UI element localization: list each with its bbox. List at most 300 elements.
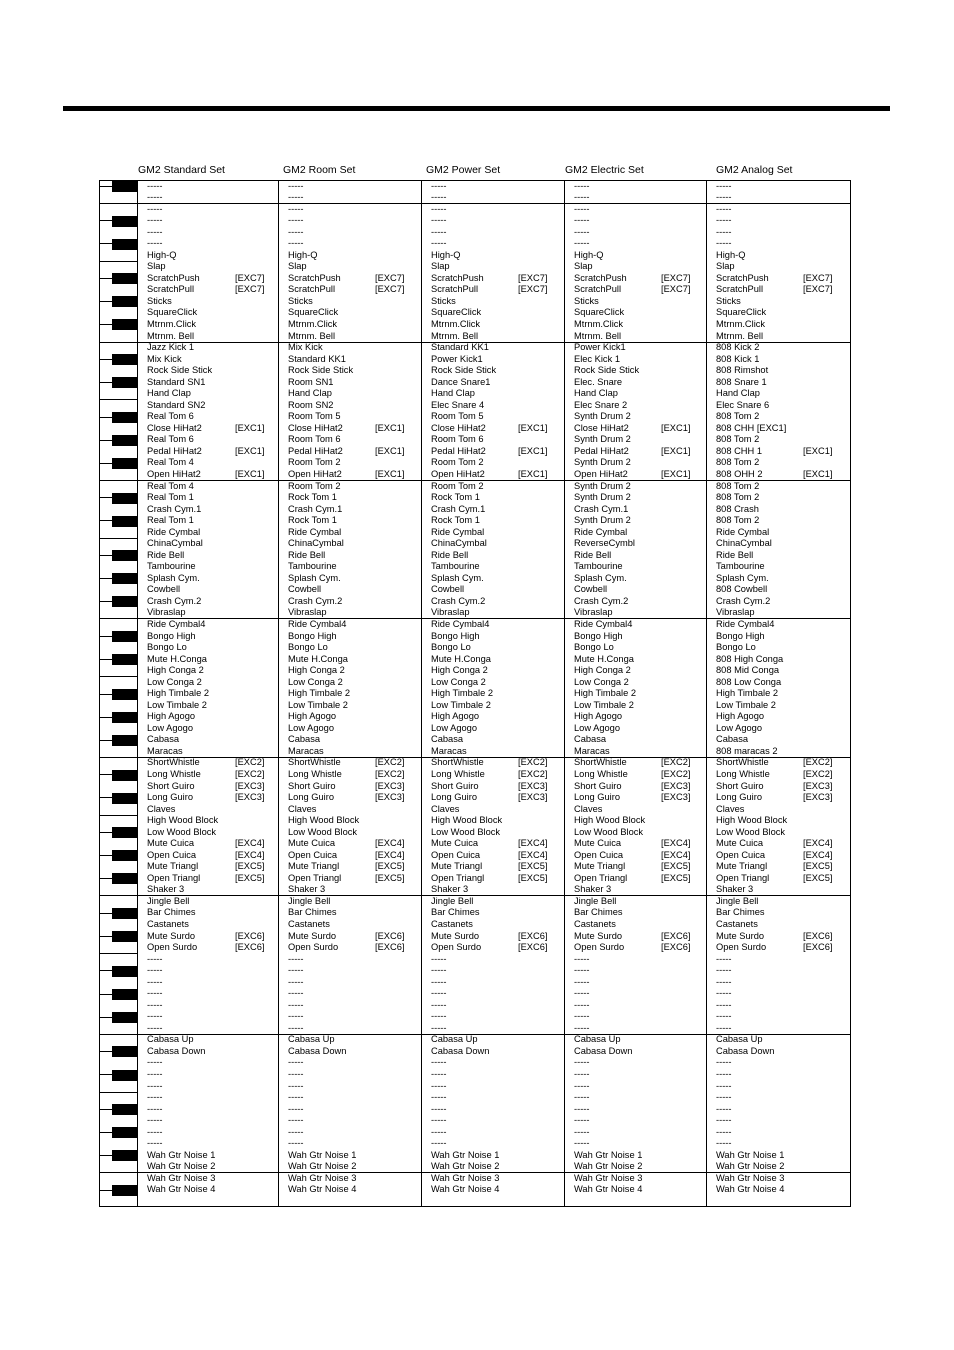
black-key <box>112 239 137 250</box>
white-key-edge <box>99 243 137 244</box>
drum-sound-name: High-Q <box>716 250 746 260</box>
drum-sound-name: ----- <box>147 1138 163 1148</box>
drum-sound-name: ChinaCymbal <box>431 538 487 548</box>
drum-sound-name: Hand Clap <box>288 388 332 398</box>
drum-sound-name: High Wood Block <box>288 815 360 825</box>
drum-sound-name: Cowbell <box>431 584 465 594</box>
column-divider <box>278 180 279 1207</box>
exclusive-group-tag: [EXC1] <box>235 469 265 479</box>
drum-sound-name: High Wood Block <box>716 815 788 825</box>
drum-sound-name: Ride Cymbal <box>716 527 770 537</box>
drum-sound-name: ----- <box>288 1104 304 1114</box>
exclusive-group-tag: [EXC7] <box>518 284 548 294</box>
drum-sound-name: Mix Kick <box>147 354 182 364</box>
drum-sound-name: Elec Kick 1 <box>574 354 620 364</box>
drum-sound-name: Bongo High <box>574 631 623 641</box>
octave-divider <box>99 203 851 204</box>
drum-sound-name: Ride Bell <box>716 550 754 560</box>
drum-sound-name: ----- <box>431 181 447 191</box>
drum-sound-name: Wah Gtr Noise 3 <box>288 1173 357 1183</box>
drum-sound-name: Room Tom 2 <box>431 457 484 467</box>
drum-sound-name: Long Guiro <box>147 792 193 802</box>
drum-sound-name: Hand Clap <box>574 388 618 398</box>
drum-sound-name: ChinaCymbal <box>716 538 772 548</box>
drum-sound-name: High Wood Block <box>574 815 646 825</box>
drum-sound-name: Low Agogo <box>716 723 763 733</box>
exclusive-group-tag: [EXC4] <box>661 850 691 860</box>
drum-sound-name: ----- <box>574 1000 590 1010</box>
drum-sound-name: 808 Tom 2 <box>716 515 760 525</box>
drum-sound-name: ----- <box>288 954 304 964</box>
exclusive-group-tag: [EXC7] <box>235 284 265 294</box>
drum-sound-name: Crash Cym.1 <box>147 504 202 514</box>
drum-sound-name: Wah Gtr Noise 2 <box>288 1161 357 1171</box>
drum-sound-name: Real Tom 6 <box>147 434 194 444</box>
drum-sound-name: Mute Triangl <box>716 861 768 871</box>
drum-sound-name: Splash Cym. <box>288 573 341 583</box>
set-title-analog: GM2 Analog Set <box>716 164 793 176</box>
white-key-edge <box>99 636 137 637</box>
drum-sound-name: ----- <box>574 1115 590 1125</box>
drum-sound-name: ----- <box>147 977 163 987</box>
drum-sound-name: Mtrnm.Click <box>716 319 766 329</box>
drum-sound-name: ----- <box>431 1138 447 1148</box>
keyboard-edge <box>137 180 138 1207</box>
drum-sound-name: 808 High Conga <box>716 654 784 664</box>
white-key-edge <box>99 186 137 187</box>
drum-sound-name: Cabasa Up <box>574 1034 621 1044</box>
white-key-edge <box>99 913 137 914</box>
drum-sound-name: ----- <box>288 965 304 975</box>
drum-sound-name: Cabasa <box>574 734 607 744</box>
white-key-edge <box>99 757 137 758</box>
exclusive-group-tag: [EXC2] <box>518 769 548 779</box>
drum-sound-name: Short Guiro <box>431 781 479 791</box>
drum-sound-name: SquareClick <box>288 307 339 317</box>
drum-sound-name: Bongo Lo <box>147 642 187 652</box>
white-key-edge <box>99 878 137 879</box>
drum-sound-name: Mute Surdo <box>716 931 765 941</box>
white-key-edge <box>99 1132 137 1133</box>
drum-sound-name: Maracas <box>288 746 324 756</box>
drum-sound-name: ----- <box>716 1023 732 1033</box>
exclusive-group-tag: [EXC6] <box>518 942 548 952</box>
drum-sound-name: ----- <box>288 1081 304 1091</box>
drum-sound-name: ----- <box>147 954 163 964</box>
drum-sound-name: Cabasa Down <box>147 1046 206 1056</box>
drum-sound-name: ----- <box>147 1127 163 1137</box>
drum-sound-name: High Agogo <box>574 711 623 721</box>
drum-sound-name: ----- <box>288 1000 304 1010</box>
drum-sound-name: ----- <box>288 1011 304 1021</box>
exclusive-group-tag: [EXC5] <box>518 861 548 871</box>
exclusive-group-tag: [EXC2] <box>235 769 265 779</box>
drum-sound-name: ----- <box>574 227 590 237</box>
exclusive-group-tag: [EXC1] <box>661 423 691 433</box>
drum-sound-name: ScratchPush <box>431 273 484 283</box>
drum-sound-name: Wah Gtr Noise 4 <box>574 1184 643 1194</box>
drum-sound-name: Sticks <box>716 296 741 306</box>
drum-sound-name: Short Guiro <box>288 781 336 791</box>
drum-sound-name: 808 Kick 1 <box>716 354 760 364</box>
drum-sound-name: ----- <box>288 1057 304 1067</box>
drum-sound-name: Wah Gtr Noise 3 <box>431 1173 500 1183</box>
drum-sound-name: High Timbale 2 <box>574 688 637 698</box>
set-title-power: GM2 Power Set <box>426 164 501 176</box>
drum-sound-name: Mute Triangl <box>288 861 340 871</box>
drum-sound-name: Bongo Lo <box>288 642 328 652</box>
drum-sound-name: Slap <box>574 261 593 271</box>
drum-sound-name: Shaker 3 <box>716 884 754 894</box>
drum-sound-name: Open Surdo <box>716 942 767 952</box>
exclusive-group-tag: [EXC7] <box>661 284 691 294</box>
drum-sound-name: 808 Tom 2 <box>716 492 760 502</box>
drum-sound-name: Standard SN1 <box>147 377 206 387</box>
exclusive-group-tag: [EXC3] <box>803 792 833 802</box>
drum-sound-name: Standard KK1 <box>288 354 346 364</box>
drum-sound-name: Sticks <box>288 296 313 306</box>
drum-sound-name: Low Agogo <box>288 723 335 733</box>
drum-sound-name: Room SN2 <box>288 400 334 410</box>
drum-sound-name: ----- <box>147 1057 163 1067</box>
exclusive-group-tag: [EXC4] <box>803 838 833 848</box>
drum-sound-name: Room Tom 2 <box>288 481 341 491</box>
white-key-edge <box>99 1034 137 1035</box>
white-key-edge <box>99 382 137 383</box>
drum-sound-name: 808 Crash <box>716 504 759 514</box>
drum-sound-name: High Timbale 2 <box>716 688 779 698</box>
drum-sound-name: ----- <box>716 965 732 975</box>
white-key-edge <box>99 1074 137 1075</box>
drum-sound-name: Mtrnm.Click <box>431 319 481 329</box>
drum-sound-name: Crash Cym.2 <box>716 596 771 606</box>
drum-sound-name: ----- <box>716 204 732 214</box>
exclusive-group-tag: [EXC6] <box>518 931 548 941</box>
drum-sound-name: Mute H.Conga <box>574 654 634 664</box>
drum-sound-name: Claves <box>147 804 176 814</box>
drum-sound-name: Low Timbale 2 <box>147 700 207 710</box>
drum-sound-name: Room Tom 5 <box>288 411 341 421</box>
drum-sound-name: ----- <box>716 227 732 237</box>
drum-sound-name: ----- <box>716 238 732 248</box>
exclusive-group-tag: [EXC1] <box>518 423 548 433</box>
drum-sound-name: Wah Gtr Noise 1 <box>147 1150 216 1160</box>
drum-sound-name: ----- <box>574 1057 590 1067</box>
drum-sound-name: Wah Gtr Noise 4 <box>288 1184 357 1194</box>
drum-sound-name: Rock Tom 1 <box>288 492 337 502</box>
white-key-edge <box>99 1109 137 1110</box>
drum-sound-name: ----- <box>574 1081 590 1091</box>
drum-sound-name: Low Wood Block <box>574 827 644 837</box>
drum-sound-name: High Conga 2 <box>431 665 488 675</box>
drum-sound-name: Power Kick1 <box>574 342 626 352</box>
drum-sound-name: Crash Cym.2 <box>574 596 629 606</box>
black-key <box>112 770 137 781</box>
drum-sound-name: 808 Cowbell <box>716 584 768 594</box>
drum-sound-name: Cabasa Up <box>716 1034 763 1044</box>
drum-sound-name: Open Surdo <box>288 942 339 952</box>
drum-sound-name: Ride Cymbal <box>147 527 201 537</box>
drum-sound-name: ----- <box>431 215 447 225</box>
drum-sound-name: High-Q <box>147 250 177 260</box>
drum-sound-name: ----- <box>147 1092 163 1102</box>
drum-sound-name: SquareClick <box>431 307 482 317</box>
drum-sound-name: ----- <box>716 1069 732 1079</box>
drum-sound-name: ----- <box>431 1057 447 1067</box>
exclusive-group-tag: [EXC5] <box>661 873 691 883</box>
drum-sound-name: Bongo High <box>431 631 480 641</box>
drum-sound-name: 808 Snare 1 <box>716 377 767 387</box>
drum-sound-name: ----- <box>288 977 304 987</box>
drum-sound-name: Cabasa Down <box>288 1046 347 1056</box>
drum-sound-name: ----- <box>716 1081 732 1091</box>
drum-sound-name: Mute Triangl <box>431 861 483 871</box>
white-key-edge <box>99 970 137 971</box>
drum-sound-name: High Timbale 2 <box>431 688 494 698</box>
set-title-room: GM2 Room Set <box>283 164 356 176</box>
drum-sound-name: Castanets <box>574 919 616 929</box>
black-key <box>112 493 137 504</box>
drum-sound-name: Slap <box>716 261 735 271</box>
drum-sound-name: ChinaCymbal <box>147 538 203 548</box>
drum-sound-name: Elec Snare 6 <box>716 400 770 410</box>
drum-sound-name: Mtrnm. Bell <box>716 331 764 341</box>
drum-sound-name: Slap <box>147 261 166 271</box>
drum-sound-name: Mtrnm. Bell <box>147 331 195 341</box>
drum-sound-name: Real Tom 6 <box>147 411 194 421</box>
drum-sound-name: ----- <box>431 1000 447 1010</box>
drum-sound-name: Bar Chimes <box>147 907 196 917</box>
drum-sound-name: ----- <box>288 181 304 191</box>
drum-sound-name: Wah Gtr Noise 2 <box>574 1161 643 1171</box>
drum-sound-name: Castanets <box>716 919 758 929</box>
drum-sound-name: ----- <box>716 954 732 964</box>
drum-sound-name: Low Conga 2 <box>574 677 629 687</box>
drum-sound-name: Bongo High <box>288 631 337 641</box>
drum-sound-name: High Conga 2 <box>574 665 631 675</box>
drum-sound-name: Wah Gtr Noise 4 <box>431 1184 500 1194</box>
drum-sound-name: ScratchPull <box>147 284 195 294</box>
drum-sound-name: ----- <box>147 965 163 975</box>
drum-sound-name: ----- <box>288 204 304 214</box>
drum-sound-name: Vibraslap <box>431 607 470 617</box>
set-title-standard: GM2 Standard Set <box>138 164 225 176</box>
drum-sound-name: Mtrnm. Bell <box>431 331 479 341</box>
drum-sound-name: ----- <box>716 192 732 202</box>
drum-sound-name: Low Wood Block <box>147 827 217 837</box>
drum-sound-name: 808 Mid Conga <box>716 665 780 675</box>
exclusive-group-tag: [EXC1] <box>375 446 405 456</box>
white-key-edge <box>99 463 137 464</box>
drum-sound-name: Room Tom 6 <box>431 434 484 444</box>
drum-sound-name: Mute Surdo <box>147 931 196 941</box>
drum-sound-name: ----- <box>716 1115 732 1125</box>
drum-sound-name: Wah Gtr Noise 3 <box>716 1173 785 1183</box>
drum-sound-name: Short Guiro <box>716 781 764 791</box>
drum-sound-name: Bar Chimes <box>574 907 623 917</box>
drum-sound-name: ShortWhistle <box>574 757 627 767</box>
white-key-edge <box>99 774 137 775</box>
drum-sound-name: ReverseCymbl <box>574 538 635 548</box>
drum-sound-name: High Timbale 2 <box>288 688 351 698</box>
white-key-edge <box>99 399 137 400</box>
drum-sound-name: ----- <box>147 181 163 191</box>
drum-sound-name: ----- <box>716 988 732 998</box>
drum-sound-name: ----- <box>716 215 732 225</box>
drum-sound-name: ----- <box>431 1104 447 1114</box>
drum-sound-name: Ride Bell <box>147 550 185 560</box>
drum-sound-name: Jingle Bell <box>147 896 190 906</box>
drum-sound-name: Sticks <box>147 296 172 306</box>
exclusive-group-tag: [EXC3] <box>235 792 265 802</box>
drum-sound-name: Crash Cym.2 <box>147 596 202 606</box>
drum-sound-name: Crash Cym.2 <box>288 596 343 606</box>
drum-sound-name: Vibraslap <box>288 607 327 617</box>
drum-sound-name: Ride Bell <box>431 550 469 560</box>
drum-sound-name: Mix Kick <box>288 342 323 352</box>
drum-sound-name: Synth Drum 2 <box>574 492 631 502</box>
drum-sound-name: Wah Gtr Noise 1 <box>716 1150 785 1160</box>
drum-sound-name: Hand Clap <box>147 388 191 398</box>
white-key-edge <box>99 578 137 579</box>
white-key-edge <box>99 555 137 556</box>
drum-sound-name: Ride Cymbal <box>288 527 342 537</box>
exclusive-group-tag: [EXC7] <box>235 273 265 283</box>
drum-sound-name: Wah Gtr Noise 2 <box>431 1161 500 1171</box>
drum-sound-name: Mtrnm. Bell <box>288 331 336 341</box>
drum-sound-name: Room Tom 5 <box>431 411 484 421</box>
drum-sound-name: ----- <box>574 965 590 975</box>
white-key-edge <box>99 220 137 221</box>
drum-sound-name: ----- <box>574 1092 590 1102</box>
exclusive-group-tag: [EXC4] <box>518 838 548 848</box>
drum-sound-name: Mute H.Conga <box>431 654 491 664</box>
drum-sound-name: Castanets <box>431 919 473 929</box>
drum-sound-name: Real Tom 4 <box>147 457 194 467</box>
drum-sound-name: 808 Rimshot <box>716 365 769 375</box>
drum-sound-name: ----- <box>147 1011 163 1021</box>
drum-sound-name: Cowbell <box>288 584 322 594</box>
exclusive-group-tag: [EXC5] <box>235 861 265 871</box>
drum-sound-name: ----- <box>147 1023 163 1033</box>
drum-sound-name: Tambourine <box>716 561 765 571</box>
drum-sound-name: Long Guiro <box>431 792 477 802</box>
white-key-edge <box>99 324 137 325</box>
drum-sound-name: Rock Tom 1 <box>431 515 480 525</box>
drum-sound-name: Open HiHat2 <box>431 469 485 479</box>
drum-sound-name: ----- <box>431 1023 447 1033</box>
drum-sound-name: 808 Tom 2 <box>716 434 760 444</box>
drum-sound-name: Cabasa Up <box>288 1034 335 1044</box>
drum-sound-name: ----- <box>574 977 590 987</box>
drum-sound-name: ----- <box>716 1127 732 1137</box>
drum-sound-name: Cabasa Down <box>431 1046 490 1056</box>
drum-sound-name: Long Whistle <box>147 769 201 779</box>
drum-sound-name: ScratchPull <box>716 284 764 294</box>
exclusive-group-tag: [EXC7] <box>661 273 691 283</box>
drum-sound-name: Pedal HiHat2 <box>288 446 343 456</box>
white-key-edge <box>99 278 137 279</box>
exclusive-group-tag: [EXC1] <box>375 469 405 479</box>
exclusive-group-tag: [EXC2] <box>661 769 691 779</box>
drum-sound-name: Rock Tom 1 <box>431 492 480 502</box>
drum-sound-name: Pedal HiHat2 <box>147 446 202 456</box>
drum-sound-name: Tambourine <box>574 561 623 571</box>
drum-sound-name: Mute H.Conga <box>147 654 207 664</box>
drum-sound-name: Tambourine <box>288 561 337 571</box>
drum-sound-name: Splash Cym. <box>574 573 627 583</box>
white-key-edge <box>99 417 137 418</box>
drum-sound-name: Cabasa <box>288 734 321 744</box>
drum-sound-name: Mute Triangl <box>574 861 626 871</box>
exclusive-group-tag: [EXC6] <box>235 931 265 941</box>
drum-sound-name: Power Kick1 <box>431 354 483 364</box>
drum-sound-name: Open HiHat2 <box>288 469 342 479</box>
drum-sound-name: Mute Surdo <box>431 931 480 941</box>
white-key-edge <box>99 1172 137 1173</box>
white-key-edge <box>99 261 137 262</box>
drum-sound-name: ----- <box>716 1104 732 1114</box>
drum-sound-name: Ride Bell <box>288 550 326 560</box>
drum-sound-name: Cabasa <box>716 734 749 744</box>
exclusive-group-tag: [EXC3] <box>661 792 691 802</box>
drum-sound-name: Shaker 3 <box>288 884 326 894</box>
drum-sound-name: Splash Cym. <box>147 573 200 583</box>
drum-sound-name: Open Surdo <box>431 942 482 952</box>
drum-sound-name: ScratchPush <box>574 273 627 283</box>
drum-sound-name: Rock Side Stick <box>288 365 354 375</box>
drum-sound-name: Long Whistle <box>716 769 770 779</box>
exclusive-group-tag: [EXC6] <box>661 931 691 941</box>
drum-sound-name: Vibraslap <box>716 607 755 617</box>
drum-sound-name: Shaker 3 <box>574 884 612 894</box>
drum-sound-name: ----- <box>147 988 163 998</box>
drum-sound-name: Jingle Bell <box>716 896 759 906</box>
drum-sound-name: Room SN1 <box>288 377 334 387</box>
exclusive-group-tag: [EXC6] <box>375 942 405 952</box>
drum-sound-name: Close HiHat2 <box>431 423 486 433</box>
drum-sound-name: ----- <box>574 1104 590 1114</box>
drum-sound-name: Pedal HiHat2 <box>574 446 629 456</box>
drum-sound-name: ----- <box>574 204 590 214</box>
drum-sound-name: ----- <box>288 988 304 998</box>
drum-sound-name: ChinaCymbal <box>288 538 344 548</box>
white-key-edge <box>99 717 137 718</box>
drum-sound-name: ----- <box>574 238 590 248</box>
drum-sound-name: ----- <box>574 192 590 202</box>
drum-sound-name: Short Guiro <box>147 781 195 791</box>
drum-sound-name: Crash Cym.1 <box>431 504 486 514</box>
drum-sound-name: ----- <box>431 1011 447 1021</box>
exclusive-group-tag: [EXC5] <box>803 861 833 871</box>
drum-sound-name: Bongo Lo <box>574 642 614 652</box>
drum-sound-name: ----- <box>574 1023 590 1033</box>
drum-sound-name: ----- <box>574 1127 590 1137</box>
exclusive-group-tag: [EXC1] <box>375 423 405 433</box>
drum-sound-name: ----- <box>147 1081 163 1091</box>
drum-sound-name: Synth Drum 2 <box>574 515 631 525</box>
exclusive-group-tag: [EXC4] <box>375 838 405 848</box>
drum-sound-name: ----- <box>288 215 304 225</box>
drum-sound-name: Mute Cuica <box>716 838 764 848</box>
drum-sound-name: High Agogo <box>431 711 480 721</box>
exclusive-group-tag: [EXC7] <box>803 273 833 283</box>
drum-sound-name: ----- <box>288 1127 304 1137</box>
drum-sound-name: High Agogo <box>147 711 196 721</box>
drum-sound-name: Real Tom 4 <box>147 481 194 491</box>
exclusive-group-tag: [EXC2] <box>661 757 691 767</box>
drum-sound-name: ----- <box>147 1000 163 1010</box>
